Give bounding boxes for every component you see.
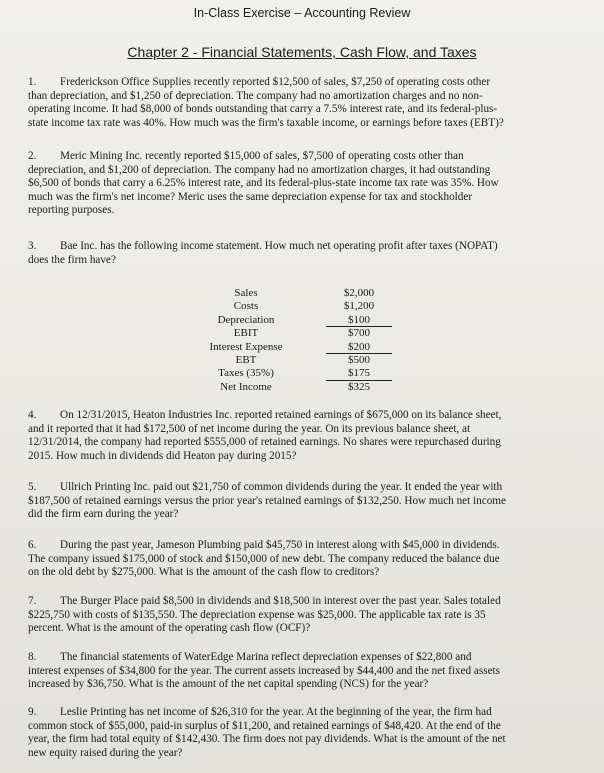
question-text-line: Meric Mining Inc. recently reported $15,000 of sales, $7,500 of operating costs other than — [60, 150, 464, 162]
question-text-line: on the old debt by $275,000. What is the amount of the cash flow to creditors? — [28, 566, 380, 579]
question-text-line: increased by $36,750. What is the amount of the net capital spending (NCS) for the year? — [28, 678, 429, 691]
question-7 — [28, 595, 558, 636]
statement-label: Sales — [234, 287, 258, 299]
question-text-line: The Burger Place paid $8,500 in dividends and $18,500 in interest over the past year. Sales totaled — [60, 595, 501, 607]
question-number: 1. — [28, 76, 37, 88]
question-text-line: On 12/31/2015, Heaton Industries Inc. reported retained earnings of $675,000 on its balance sheet, — [60, 409, 502, 421]
question-6 — [28, 539, 558, 580]
statement-row-interest — [196, 341, 406, 354]
question-text-line: The company issued $175,000 of stock and $150,000 of new debt. The company reduced the balance due — [28, 552, 500, 565]
question-text-line: $187,500 of retained earnings versus the prior year's retained earnings of $132,250. How much net income — [28, 494, 506, 507]
question-number: 2. — [28, 150, 37, 162]
question-number: 7. — [28, 595, 37, 607]
question-4 — [28, 409, 558, 463]
question-number: 8. — [28, 651, 37, 663]
question-text-line: 2015. How much in dividends did Heaton pay during 2015? — [28, 449, 297, 462]
statement-row-net-income — [196, 381, 406, 394]
statement-row-ebit — [196, 327, 406, 340]
question-text-line: state income tax rate was 40%. How much was the firm's taxable income, or earnings before taxes (EBT)? — [28, 116, 504, 129]
question-2 — [28, 150, 558, 218]
question-text-line: Bae Inc. has the following income statement. How much net operating profit after taxes (NOPAT) — [60, 240, 498, 252]
question-number: 4. — [28, 409, 37, 421]
statement-row-taxes — [196, 367, 406, 380]
question-1 — [28, 76, 558, 130]
chapter-title: Chapter 2 - Financial Statements, Cash Flow, and Taxes — [127, 44, 477, 60]
statement-row-costs — [196, 300, 406, 313]
statement-value: $325 — [348, 380, 370, 393]
question-text-line: Ullrich Printing Inc. paid out $21,750 of common dividends during the year. It ended the year with — [60, 481, 503, 493]
statement-row-sales — [196, 287, 406, 300]
question-text-line: Leslie Printing has net income of $26,310 for the year. At the beginning of the year, the firm had — [60, 706, 492, 718]
question-text-line: does the firm have? — [28, 253, 116, 266]
statement-value: $175 — [326, 367, 392, 380]
question-text-line: than depreciation, and $1,250 of depreciation. The company had no amortization charges and no non- — [28, 89, 483, 102]
statement-label: Net Income — [220, 380, 272, 393]
question-text-line: common stock of $55,000, paid-in surplus of $11,200, and retained earnings of $48,420. At the end of the — [28, 719, 501, 732]
question-text-line: interest expenses of $34,800 for the year. The current assets increased by $44,400 and the net fixed assets — [28, 664, 501, 677]
question-text-line: new equity raised during the year? — [28, 746, 183, 759]
question-number: 9. — [28, 706, 37, 718]
question-text-line: did the firm earn during the year? — [28, 508, 179, 521]
question-text-line: year, the firm had total equity of $142,430. The firm does not pay dividends. What is the amount of the net — [28, 733, 506, 746]
statement-label: EBIT — [233, 327, 259, 340]
question-text-line: percent. What is the amount of the operating cash flow (OCF)? — [28, 622, 311, 635]
income-statement — [196, 287, 406, 394]
question-text-line: During the past year, Jameson Plumbing paid $45,750 in interest along with $45,000 in dividends. — [60, 539, 500, 551]
statement-label: Depreciation — [217, 313, 275, 326]
statement-row-depreciation — [196, 314, 406, 327]
question-number: 5. — [28, 481, 37, 493]
question-text-line: $6,500 of bonds that carry a 6.25% interest rate, and its federal-plus-state income tax rate was 35%. How — [28, 177, 499, 190]
statement-value: $700 — [348, 327, 370, 340]
question-number: 3. — [28, 240, 37, 252]
question-text-line: reporting purposes. — [28, 204, 115, 217]
statement-value: $2,000 — [343, 287, 375, 299]
statement-label: Costs — [233, 300, 259, 313]
document-header: In-Class Exercise – Accounting Review — [193, 6, 411, 20]
question-3 — [28, 240, 558, 267]
question-text-line: much was the firm's net income? Meric uses the same depreciation expense for tax and stockholder — [28, 190, 473, 203]
question-5 — [28, 481, 558, 522]
statement-row-ebt — [196, 354, 406, 367]
question-8 — [28, 651, 558, 692]
statement-value: $1,200 — [343, 300, 375, 313]
statement-value: $500 — [348, 353, 370, 366]
statement-label: Interest Expense — [209, 340, 283, 353]
question-text-line: and it reported that it had $172,500 of net income during the year. On its previous balance sheet, at — [28, 422, 471, 435]
question-text-line: Frederickson Office Supplies recently reported $12,500 of sales, $7,250 of operating costs other — [60, 76, 491, 88]
question-text-line: The financial statements of WaterEdge Marina reflect depreciation expenses of $22,800 and — [60, 651, 472, 663]
question-number: 6. — [28, 539, 37, 551]
question-text-line: operating income. It had $8,000 of bonds outstanding that carry a 7.5% interest rate, and its federal-plus- — [28, 103, 498, 116]
statement-value: $200 — [326, 341, 392, 354]
statement-label: EBT — [235, 353, 257, 366]
question-9 — [28, 706, 558, 760]
question-text-line: depreciation, and $1,200 of depreciation. The company had no amortization charges, it had outstanding — [28, 163, 491, 176]
question-text-line: 12/31/2014, the company had reported $555,000 of retained earnings. No shares were repurchased during — [28, 436, 501, 449]
statement-label: Taxes (35%) — [218, 367, 274, 380]
question-text-line: $225,750 with costs of $135,550. The depreciation expense was $25,000. The applicable tax rate is 35 — [28, 608, 486, 621]
statement-value: $100 — [326, 314, 392, 327]
